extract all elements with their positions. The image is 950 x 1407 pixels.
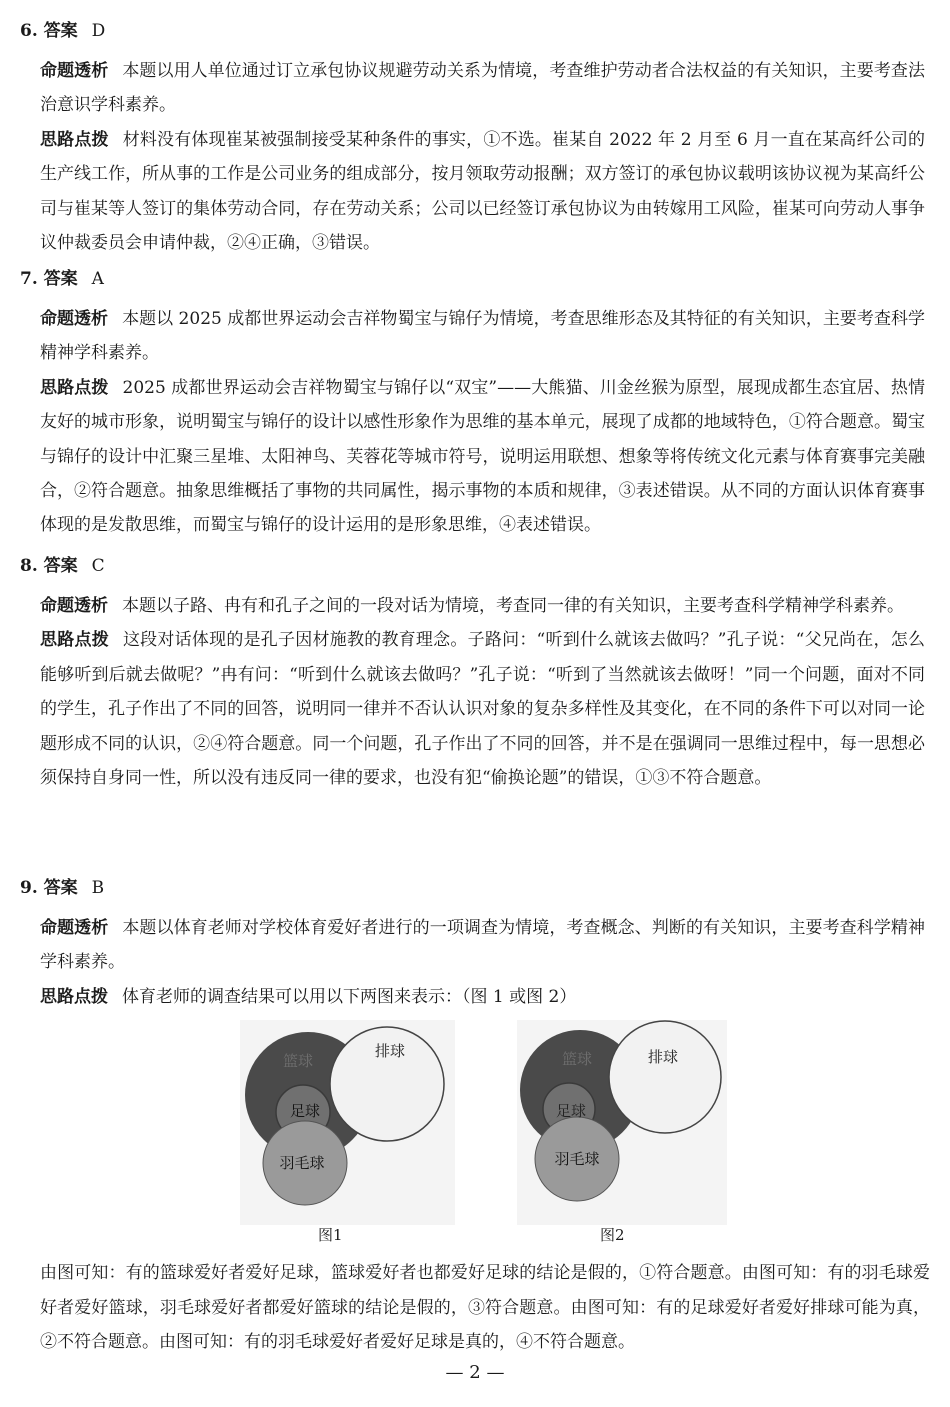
volleyball-label: 排球 bbox=[647, 1048, 679, 1066]
analysis-label: 思路点拨 bbox=[40, 630, 109, 651]
venn-figures bbox=[0, 1010, 950, 1245]
conclusion-paragraph: 由图可知：有的篮球爱好者爱好足球，篮球爱好者也都爱好足球的结论是假的，①符合题意。由图可知：有的羽毛球爱好者爱好篮球，羽毛球爱好者都爱好篮球的结论是假的，③符合题意。由图可知：有的足球爱好者爱好排球可能为真，②不符合题意。由图可知：有的羽毛球爱好者爱好足球是真的，④不符合题意。 bbox=[40, 1263, 930, 1352]
intent-paragraph bbox=[40, 589, 925, 623]
analysis-paragraph bbox=[40, 623, 925, 795]
analysis-text: 体育老师的调查结果可以用以下两图来表示：（图 1 或图 2） bbox=[122, 986, 577, 1007]
question-6 bbox=[20, 20, 925, 260]
basketball-label: 篮球 bbox=[561, 1050, 593, 1068]
analysis-label: 思路点拨 bbox=[40, 986, 108, 1007]
answer-value: D bbox=[91, 21, 106, 41]
football-label: 足球 bbox=[555, 1102, 587, 1120]
question-label: 9. 答案 bbox=[20, 878, 78, 898]
intent-label: 命题透析 bbox=[40, 61, 109, 81]
figure-1-diagram bbox=[240, 1020, 455, 1225]
question-8-header bbox=[20, 555, 925, 577]
basketball-label: 篮球 bbox=[282, 1052, 314, 1070]
question-7-header bbox=[20, 268, 925, 290]
intent-text: 本题以体育老师对学校体育爱好者进行的一项调查为情境，考查概念、判断的有关知识，主要考查科学精神学科素养。 bbox=[40, 918, 926, 973]
badminton-label: 羽毛球 bbox=[279, 1154, 325, 1172]
answer-value: B bbox=[91, 878, 105, 898]
volleyball-label: 排球 bbox=[374, 1042, 406, 1060]
intent-label: 命题透析 bbox=[40, 309, 109, 329]
page-number: — 2 — bbox=[445, 1362, 505, 1383]
question-6-header bbox=[20, 20, 925, 42]
analysis-label: 思路点拨 bbox=[40, 377, 109, 398]
intent-text: 本题以 2025 成都世界运动会吉祥物蜀宝与锦仔为情境，考查思维形态及其特征的有关知识，主要考查科学精神学科素养。 bbox=[40, 309, 925, 364]
intent-text: 本题以用人单位通过订立承包协议规避劳动关系为情境，考查维护劳动者合法权益的有关知识，主要考查法治意识学科素养。 bbox=[40, 61, 926, 116]
badminton-label: 羽毛球 bbox=[554, 1150, 600, 1168]
intent-paragraph bbox=[40, 302, 925, 371]
question-9 bbox=[20, 877, 925, 1014]
analysis-paragraph bbox=[40, 123, 925, 261]
football-label: 足球 bbox=[289, 1102, 321, 1120]
analysis-text: 这段对话体现的是孔子因材施教的教育理念。子路问：“听到什么就该去做吗？”孔子说：“父兄尚在，怎么能够听到后就去做呢？”冉有问：“听到什么就该去做吗？”孔子说：“听到了当然就该去做呀！”同一个问题，面对不同的学生，孔子作出了不同的回答，说明同一律并不否认认识对象的复杂多样性及其变化，在不同的条件下可以对同一论题形成不同的认识，②④符合题意。同一个问题，孔子作出了不同的回答，并不是在强调同一思维过程中，每一思想必须保持自身同一性，所以没有违反同一律的要求，也没有犯“偷换论题”的错误，①③不符合题意。 bbox=[40, 630, 925, 789]
analysis-paragraph bbox=[40, 371, 925, 543]
answer-value: A bbox=[91, 269, 104, 289]
figure-1-caption: 图1 bbox=[318, 1226, 343, 1244]
intent-label: 命题透析 bbox=[40, 596, 108, 616]
volleyball-circle bbox=[609, 1021, 721, 1133]
intent-text: 本题以子路、冉有和孔子之间的一段对话为情境，考查同一律的有关知识，主要考查科学精神学科素养。 bbox=[122, 596, 904, 616]
question-9-header bbox=[20, 877, 925, 899]
question-label: 6. 答案 bbox=[20, 21, 78, 41]
question-7 bbox=[20, 268, 925, 543]
intent-paragraph bbox=[40, 911, 925, 980]
figure-2-diagram bbox=[517, 1020, 727, 1225]
analysis-label: 思路点拨 bbox=[40, 129, 109, 150]
answer-value: C bbox=[91, 556, 105, 576]
question-8 bbox=[20, 555, 925, 795]
analysis-text: 材料没有体现崔某被强制接受某种条件的事实，①不选。崔某自 2022 年 2 月至 6 月一直在某高纤公司的生产线工作，所从事的工作是公司业务的组成部分，按月领取劳动报酬；双方签订的承包协议载明该协议视为某高纤公司与崔某等人签订的集体劳动合同，存在劳动关系；公司以已经签订承包协议为由转嫁用工风险，崔某可向劳动人事争议仲裁委员会申请仲裁，②④正确，③错误。 bbox=[40, 129, 925, 254]
question-label: 8. 答案 bbox=[20, 556, 78, 576]
intent-paragraph bbox=[40, 54, 925, 123]
question-label: 7. 答案 bbox=[20, 269, 78, 289]
intent-label: 命题透析 bbox=[40, 918, 109, 938]
figure-2-caption: 图2 bbox=[600, 1226, 625, 1244]
analysis-text: 2025 成都世界运动会吉祥物蜀宝与锦仔以“双宝”——大熊猫、川金丝猴为原型，展现成都生态宜居、热情友好的城市形象，说明蜀宝与锦仔的设计以感性形象作为思维的基本单元，展现了成都的地域特色，①符合题意。蜀宝与锦仔的设计中汇聚三星堆、太阳神鸟、芙蓉花等城市符号，说明运用联想、想象等将传统文化元素与体育赛事完美融合，②符合题意。抽象思维概括了事物的共同属性，揭示事物的本质和规律，③表述错误。从不同的方面认识体育赛事体现的是发散思维，而蜀宝与锦仔的设计运用的是形象思维，④表述错误。 bbox=[40, 377, 925, 536]
